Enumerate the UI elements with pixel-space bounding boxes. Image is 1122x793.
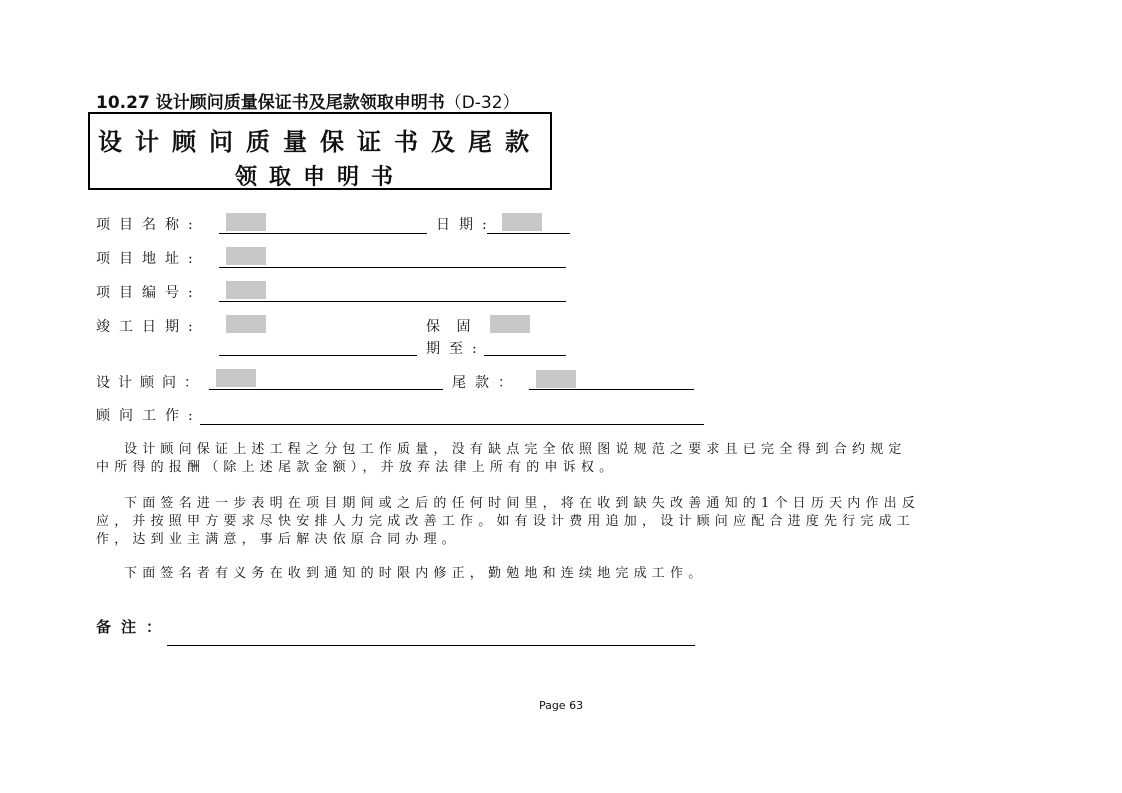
page-number: Page 63 [538, 699, 584, 712]
consultant-field[interactable] [209, 389, 443, 390]
final-payment-field[interactable] [529, 389, 694, 390]
redacted-completion-date [226, 315, 266, 333]
redacted-project-name [226, 213, 266, 231]
project-address-field[interactable] [219, 267, 566, 268]
note-label: 备注： [96, 618, 172, 636]
consultant-work-field[interactable] [200, 424, 704, 425]
paragraph-2 [96, 495, 1030, 549]
final-payment-label: 尾款： [452, 375, 521, 391]
form-code: （D-32） [444, 93, 520, 113]
date-label: 日期: [436, 217, 496, 233]
redacted-project-address [226, 247, 266, 265]
date-field[interactable] [487, 233, 570, 234]
consultant-label: 设计顾问： [96, 375, 206, 391]
warranty-field[interactable] [484, 355, 566, 356]
title-line-2: 领取申明书 [234, 164, 405, 190]
paragraph-2-line-3: 作，达到业主满意，事后解决依原合同办理。 [96, 532, 461, 547]
paragraph-3-line-1: 下面签名者有义务在收到通知的时限内修正，勤勉地和连续地完成工作。 [124, 566, 707, 581]
project-address-label: 项目地址: [96, 251, 202, 267]
section-number: 10.27 [96, 93, 150, 113]
redacted-project-number [226, 281, 266, 299]
warranty-label-2: 期至: [426, 341, 486, 357]
redacted-warranty [490, 315, 530, 333]
consultant-work-label: 顾问工作: [96, 408, 202, 424]
section-heading [96, 88, 520, 113]
paragraph-2-line-2: 应，并按照甲方要求尽快安排人力完成改善工作。如有设计费用追加，设计顾问应配合进度先行完成工 [96, 514, 916, 529]
note-field[interactable] [167, 645, 695, 646]
redacted-date [502, 213, 542, 231]
paragraph-1-line-1: 设计顾问保证上述工程之分包工作质量，没有缺点完全依照图说规范之要求且已完全得到合约规定 [124, 442, 907, 457]
redacted-consultant [216, 369, 256, 387]
paragraph-1 [96, 441, 1030, 477]
section-title: 设计顾问质量保证书及尾款领取申明书 [155, 93, 445, 113]
paragraph-2-line-1: 下面签名进一步表明在项目期间或之后的任何时间里，将在收到缺失改善通知的1个日历天内作出反 [124, 496, 921, 511]
project-name-label: 项目名称: [96, 217, 202, 233]
redacted-final-payment [536, 370, 576, 388]
paragraph-1-line-2: 中所得的报酬（除上述尾款金额），并放弃法律上所有的申诉权。 [96, 460, 618, 475]
completion-date-label: 竣工日期: [96, 319, 202, 335]
project-name-field[interactable] [219, 233, 427, 234]
completion-date-field[interactable] [219, 355, 417, 356]
title-line-1: 设计顾问质量保证书及尾款 [98, 127, 542, 156]
paragraph-3 [96, 565, 1030, 583]
title-box [88, 112, 552, 190]
project-number-field[interactable] [219, 301, 566, 302]
warranty-label-1: 保 固 [426, 319, 477, 335]
project-number-label: 项目编号: [96, 285, 202, 301]
